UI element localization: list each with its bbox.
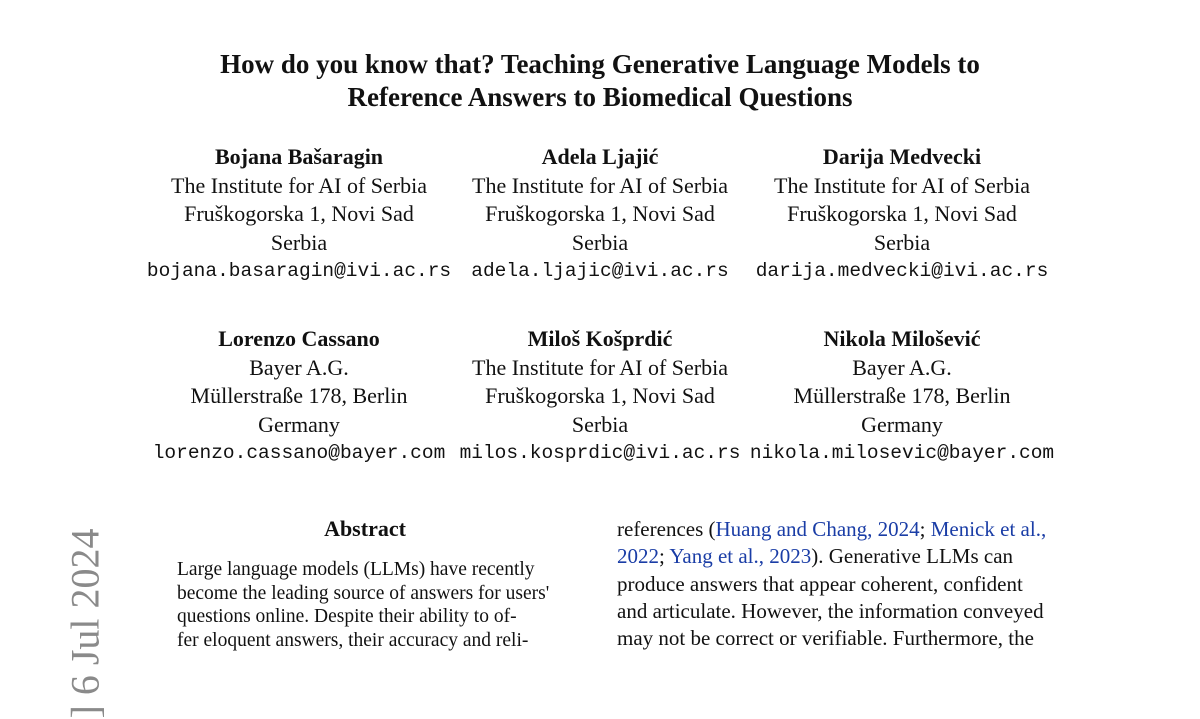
author-affiliation: Bayer A.G. (852, 354, 952, 380)
author-affiliation: The Institute for AI of Serbia (472, 172, 728, 198)
body-line: may not be correct or verifiable. Furthermore, the (617, 626, 1034, 651)
abstract-line: fer eloquent answers, their accuracy and reli- (177, 629, 529, 651)
body-line (617, 543, 1062, 570)
body-text: ). Generative LLMs can (811, 544, 1014, 569)
author-country: Serbia (571, 411, 629, 437)
author-country: Serbia (571, 229, 629, 255)
author-name: Lorenzo Cassano (218, 326, 380, 351)
author-email[interactable]: nikola.milosevic@bayer.com (749, 442, 1055, 464)
author-address: Fruškogorska 1, Novi Sad (485, 383, 715, 408)
author-name: Adela Ljajić (541, 144, 659, 169)
author-country: Germany (861, 411, 943, 437)
author-affiliation: The Institute for AI of Serbia (171, 172, 427, 198)
author-email[interactable]: lorenzo.cassano@bayer.com (152, 442, 446, 464)
abstract-line: questions online. Despite their ability to of- (177, 606, 517, 627)
author-block-6 (747, 325, 1057, 468)
author-address: Müllerstraße 178, Berlin (190, 383, 408, 408)
author-country: Germany (258, 411, 340, 437)
author-affiliation: The Institute for AI of Serbia (774, 172, 1030, 198)
body-line: produce answers that appear coherent, confident (617, 571, 1023, 596)
abstract-heading: Abstract (324, 516, 406, 541)
author-address: Fruškogorska 1, Novi Sad (184, 201, 414, 226)
author-email[interactable]: bojana.basaragin@ivi.ac.rs (146, 260, 452, 282)
title-line-2: Reference Answers to Biomedical Questions (347, 82, 853, 112)
author-block-5 (445, 325, 755, 468)
arxiv-date-stamp: ] 6 Jul 2024 (62, 528, 108, 719)
body-text: ; (659, 544, 670, 569)
author-name: Bojana Bašaragin (214, 144, 384, 169)
body-line (617, 516, 1062, 543)
citation-link[interactable]: Menick et al., (930, 517, 1047, 541)
author-email[interactable]: darija.medvecki@ivi.ac.rs (755, 260, 1049, 282)
author-email[interactable]: adela.ljajic@ivi.ac.rs (471, 260, 729, 282)
author-block-2 (445, 143, 755, 286)
author-affiliation: Bayer A.G. (249, 354, 349, 380)
paper-title (0, 48, 1200, 114)
author-name: Nikola Milošević (823, 326, 981, 351)
title-line-1: How do you know that? Teaching Generative Language Models to (220, 49, 980, 79)
author-country: Serbia (873, 229, 931, 255)
abstract-line: become the leading source of answers for users' (177, 582, 550, 604)
author-address: Müllerstraße 178, Berlin (793, 383, 1011, 408)
abstract-text (177, 558, 552, 652)
author-block-3 (747, 143, 1057, 286)
abstract-line: Large language models (LLMs) have recently (177, 559, 535, 580)
citation-link[interactable]: Huang and Chang, 2024 (715, 517, 920, 541)
body-text: ; (919, 517, 931, 541)
body-text: references ( (617, 517, 716, 541)
author-address: Fruškogorska 1, Novi Sad (787, 201, 1017, 226)
author-name: Darija Medvecki (822, 144, 982, 169)
author-email[interactable]: milos.kosprdic@ivi.ac.rs (459, 442, 741, 464)
citation-link[interactable]: Yang et al., 2023 (669, 544, 812, 569)
intro-column (617, 516, 1062, 652)
body-line: and articulate. However, the information conveyed (617, 598, 1044, 623)
author-address: Fruškogorska 1, Novi Sad (485, 201, 715, 226)
author-affiliation: The Institute for AI of Serbia (472, 354, 728, 380)
citation-link[interactable]: 2022 (617, 544, 659, 569)
author-block-4 (144, 325, 454, 468)
author-country: Serbia (270, 229, 328, 255)
author-block-1 (144, 143, 454, 286)
author-name: Miloš Košprdić (527, 326, 673, 351)
